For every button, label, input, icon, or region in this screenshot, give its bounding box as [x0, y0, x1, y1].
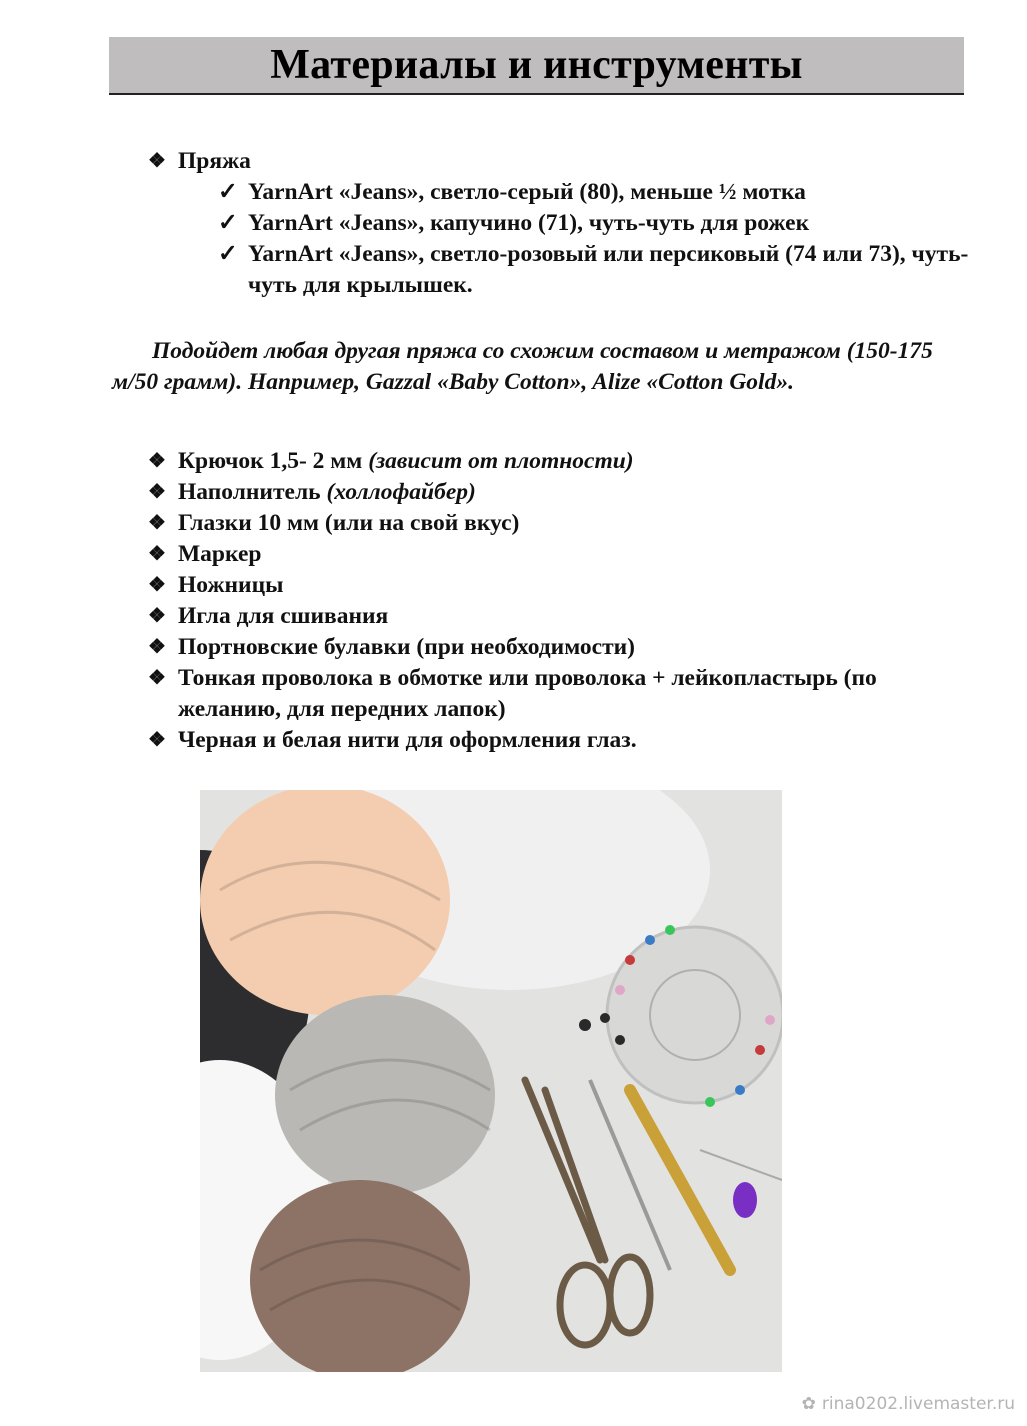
- tool-text: Игла для сшивания: [178, 603, 389, 629]
- diamond-bullet-icon: ❖: [148, 450, 166, 472]
- yarn-note: Подойдет любая другая пряжа со схожим составом и метражом (150-175 м/50 грамм). Например, Gazzal «Baby Cotton», Alize «Cotton Gold».: [112, 338, 933, 395]
- flower-icon: ✿: [801, 1394, 816, 1414]
- list-item: [218, 208, 988, 239]
- yarn-item-text: YarnArt «Jeans», светло-розовый или персиковый (74 или 73), чуть-чуть для крылышек.: [248, 241, 969, 298]
- diamond-bullet-icon: ❖: [148, 543, 166, 565]
- tool-note: (холлофайбер): [326, 479, 476, 505]
- tool-text: Черная и белая нити для оформления глаз.: [178, 727, 637, 753]
- check-icon: ✓: [218, 179, 238, 205]
- yarn-list: [148, 146, 988, 301]
- list-item: [148, 446, 978, 477]
- list-item: [148, 508, 978, 539]
- tool-text: Тонкая проволока в обмотке или проволока + лейкопластырь (по желанию, для передних лапок): [178, 665, 877, 722]
- diamond-bullet-icon: ❖: [148, 667, 166, 689]
- list-item: [148, 632, 978, 663]
- watermark: [802, 1394, 1015, 1414]
- diamond-bullet-icon: ❖: [148, 150, 166, 172]
- list-item: [148, 725, 978, 756]
- tool-text: Ножницы: [178, 572, 284, 598]
- diamond-bullet-icon: ❖: [148, 636, 166, 658]
- tool-text: Портновские булавки (при необходимости): [178, 634, 635, 660]
- watermark-text: rina0202.livemaster.ru: [821, 1394, 1015, 1414]
- list-item: [148, 601, 978, 632]
- diamond-bullet-icon: ❖: [148, 729, 166, 751]
- tool-text: Маркер: [178, 541, 262, 567]
- tool-note: (зависит от плотности): [368, 448, 634, 474]
- list-item: [148, 663, 978, 725]
- check-icon: ✓: [218, 210, 238, 236]
- diamond-bullet-icon: ❖: [148, 481, 166, 503]
- list-item: [148, 570, 978, 601]
- list-item: [218, 239, 988, 301]
- list-item: [148, 539, 978, 570]
- list-item: [218, 177, 988, 208]
- page-title: Материалы и инструменты: [270, 42, 803, 88]
- tools-list: [148, 446, 978, 756]
- list-item: [148, 477, 978, 508]
- tool-text: Глазки 10 мм (или на свой вкус): [178, 510, 520, 536]
- yarn-label: Пряжа: [178, 148, 251, 174]
- diamond-bullet-icon: ❖: [148, 512, 166, 534]
- materials-photo-illustration: [200, 790, 782, 1372]
- check-icon: ✓: [218, 241, 238, 267]
- yarn-heading: [148, 146, 988, 301]
- materials-photo: [200, 790, 782, 1372]
- yarn-items: [178, 177, 988, 301]
- tool-text: Крючок 1,5- 2 мм: [178, 448, 369, 474]
- yarn-item-text: YarnArt «Jeans», капучино (71), чуть-чуть для рожек: [248, 210, 810, 236]
- title-bar: [109, 37, 964, 95]
- diamond-bullet-icon: ❖: [148, 605, 166, 627]
- yarn-item-text: YarnArt «Jeans», светло-серый (80), меньше ½ мотка: [248, 179, 806, 205]
- tool-text: Наполнитель: [178, 479, 327, 505]
- diamond-bullet-icon: ❖: [148, 574, 166, 596]
